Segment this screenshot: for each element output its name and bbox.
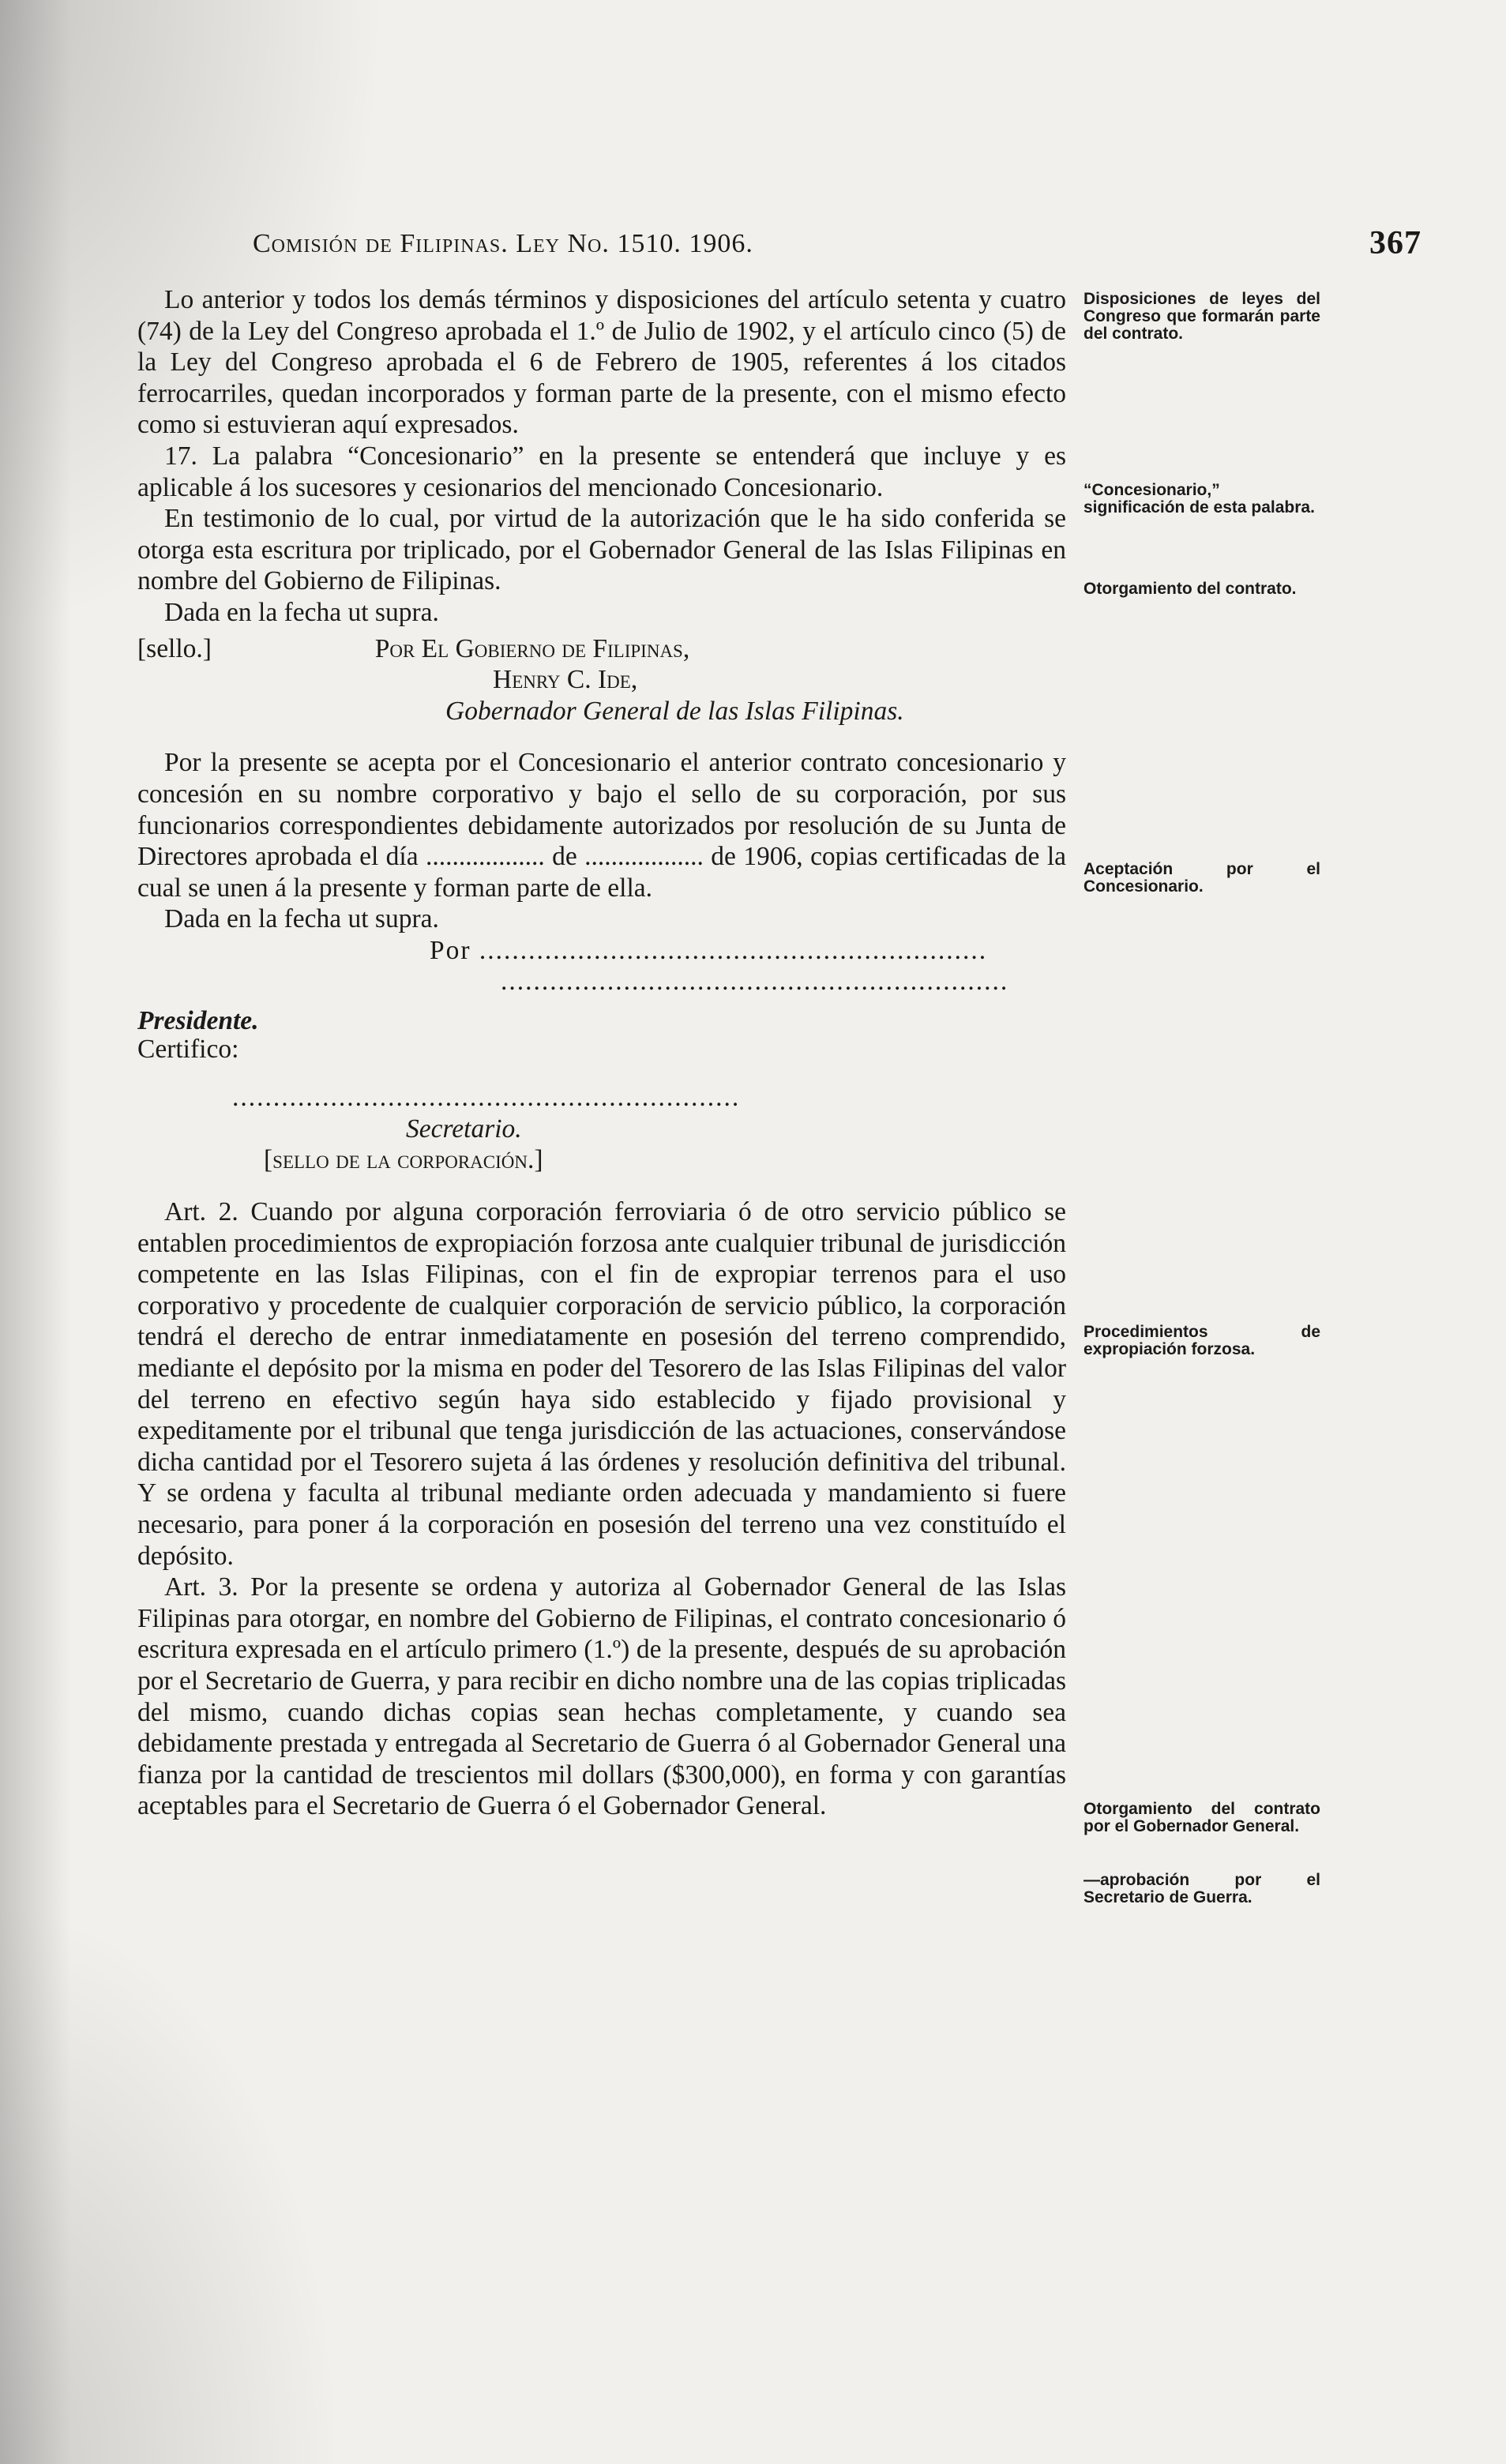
signatory-title: Gobernador General de las Islas Filipinas. xyxy=(445,696,904,726)
margin-note-otorgamiento: Otorgamiento del contrato. xyxy=(1083,580,1297,598)
paragraph-testimonio: En testimonio de lo cual, por virtud de la autorización que le ha sido conferida se otorga esta escritura por triplicado, por el Gobernador General de las Islas Filipinas en nombre del Gobierno de Filipinas. xyxy=(137,504,1066,596)
page-number: 367 xyxy=(1369,225,1421,261)
page-header xyxy=(253,225,1421,269)
paragraph-dada-2: Dada en la fecha ut supra. xyxy=(164,904,439,934)
article-3: Art. 3. Por la presente se ordena y autoriza al Gobernador General de las Islas Filipinas para otorgar, en nombre del Gobierno de Filipinas, el contrato concesionario ó escritura expresada en el artículo primero (1.º) de la presente, después de su aprobación por el Secretario de Guerra, y para recibir en dicho nombre una de las copias triplicadas del mismo, cuando dichas copias sean hechas completamente, y cuando sea debidamente prestada y entregada al Secretario de Guerra ó al Gobernador General una fianza por la cantidad de trescientos mil dollars ($300,000), en forma y con garantías aceptables para el Secretario de Guerra ó el Gobernador General. xyxy=(137,1572,1066,1821)
margin-note-aprobacion-secretario: —aprobación por el Secretario de Guerra. xyxy=(1083,1871,1320,1906)
margin-note-concesionario: “Concesionario,” significación de esta palabra. xyxy=(1083,481,1315,516)
por-signature-line: Por .............................................................. xyxy=(430,935,988,965)
margin-note-disposiciones: Disposiciones de leyes del Congreso que formarán parte del contrato. xyxy=(1083,290,1320,343)
seal-label: [sello.] xyxy=(137,633,212,663)
corporate-seal-label: [sello de la corporación.] xyxy=(264,1145,543,1175)
signature-block-government xyxy=(137,633,1066,665)
signatory-entity: Por El Gobierno de Filipinas, xyxy=(374,633,690,663)
por-signature-line-2: .............................................................. xyxy=(501,967,1009,997)
presidente-label: Presidente. xyxy=(137,1006,259,1036)
body-text xyxy=(137,284,1066,1822)
paragraph-aceptacion: Por la presente se acepta por el Concesionario el anterior contrato concesionario y concesión en su nombre corporativo y bajo el sello de su corporación, por sus funcionarios correspondientes debidamente autorizados por resolución de su Junta de Directores aprobada el día .................. de .................. de 1906, copias certificadas de la cual se unen á la presente y forman parte de ella. xyxy=(137,748,1066,903)
margin-note-expropiacion: Procedimientos de expropiación forzosa. xyxy=(1083,1323,1320,1358)
paragraph-dada-1: Dada en la fecha ut supra. xyxy=(164,597,439,627)
article-2: Art. 2. Cuando por alguna corporación ferroviaria ó de otro servicio público se entablen procedimientos de expropiación forzosa ante cualquier tribunal de jurisdicción competente en las Islas Filipinas, con el fin de expropiar terrenos para el uso corporativo y procedente de cualquier corporación de servicio público, la corporación tendrá el derecho de entrar inmediatamente en posesión del terreno comprendido, mediante el depósito por la misma en poder del Tesorero de las Islas Filipinas del valor del terreno en efectivo según haya sido establecido y fijado provisional y expeditamente por el tribunal que tenga jurisdicción de las actuaciones, conservándose dicha cantidad por el Tesorero sujeta á las órdenes y resolución definitiva del tribunal. Y se ordena y faculta al tribunal mediante orden adecuada y mandamiento si fuere necesario, para poner á la corporación en posesión del terreno una vez constituído el depósito. xyxy=(137,1197,1066,1571)
margin-note-aceptacion: Aceptación por el Concesionario. xyxy=(1083,860,1320,896)
running-title: Comisión de Filipinas. Ley No. 1510. 1906. xyxy=(253,229,753,258)
margin-note-otorgamiento-gobernador: Otorgamiento del contrato por el Gobernador General. xyxy=(1083,1800,1320,1835)
paragraph-incorporation: Lo anterior y todos los demás términos y disposiciones del artículo setenta y cuatro (74) de la Ley del Congreso aprobada el 1.º de Julio de 1902, y el artículo cinco (5) de la Ley del Congreso aprobada el 6 de Febrero de 1905, referentes á los citados ferrocarriles, quedan incorporados y forman parte de la presente, con el mismo efecto como si estuvieran aquí expresados. xyxy=(137,285,1066,440)
certifico-label: Certifico: xyxy=(137,1034,239,1064)
paragraph-concesionario-definition: 17. La palabra “Concesionario” en la presente se entenderá que incluye y es aplicable á los sucesores y cesionarios del mencionado Concesionario. xyxy=(137,441,1066,502)
signatory-name: Henry C. Ide, xyxy=(493,665,638,695)
secretario-label: Secretario. xyxy=(406,1114,522,1144)
secretario-signature-line: .............................................................. xyxy=(232,1083,741,1113)
